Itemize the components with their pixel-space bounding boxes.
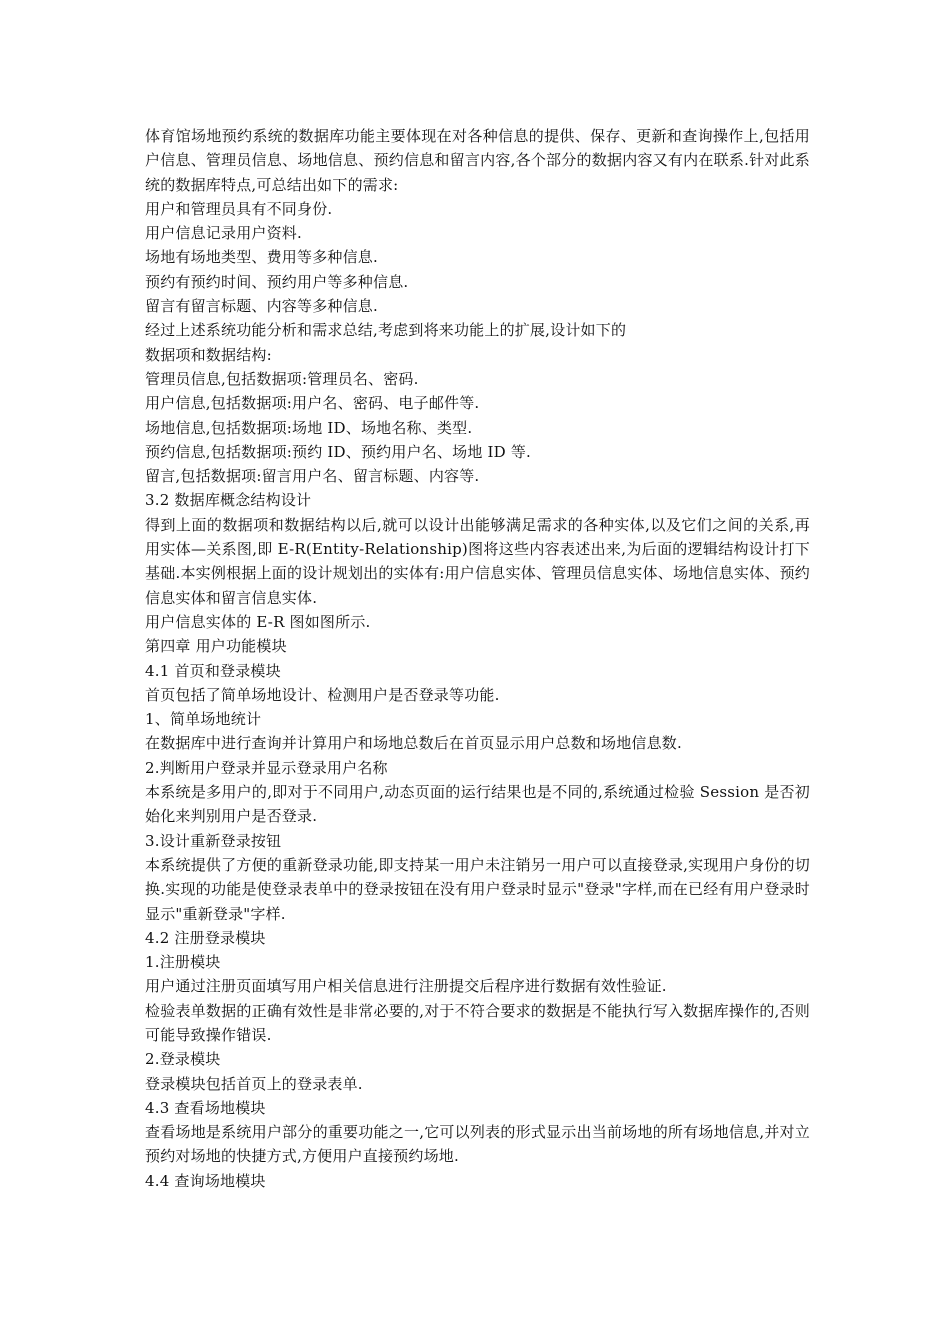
paragraph-venue-statistics: 在数据库中进行查询并计算用户和场地总数后在首页显示用户总数和场地信息数. bbox=[145, 734, 682, 753]
paragraph-admin-info: 管理员信息,包括数据项:管理员名、密码. bbox=[145, 369, 419, 388]
subheading-venue-statistics: 1、简单场地统计 bbox=[145, 710, 262, 729]
section-heading-4-1: 4.1 首页和登录模块 bbox=[145, 661, 281, 680]
paragraph-login-module: 登录模块包括首页上的登录表单. bbox=[145, 1074, 363, 1093]
paragraph-analysis-summary: 经过上述系统功能分析和需求总结,考虑到将来功能上的扩展,设计如下的 bbox=[145, 321, 627, 340]
paragraph-venue-info: 场地信息,包括数据项:场地 ID、场地名称、类型. bbox=[145, 418, 473, 437]
section-heading-4-2: 4.2 注册登录模块 bbox=[145, 928, 266, 947]
paragraph-booking-info: 预约信息,包括数据项:预约 ID、预约用户名、场地 ID 等. bbox=[145, 442, 531, 461]
paragraph-view-venues: 查看场地是系统用户部分的重要功能之一,它可以列表的形式显示出当前场地的所有场地信息,并对立预约对场地的快捷方式,方便用户直接预约场地. bbox=[145, 1123, 810, 1166]
paragraph-er-figure-note: 用户信息实体的 E-R 图如图所示. bbox=[145, 612, 371, 631]
paragraph-data-structures-heading: 数据项和数据结构: bbox=[145, 345, 272, 364]
paragraph-requirement-booking: 预约有预约时间、预约用户等多种信息. bbox=[145, 272, 409, 291]
paragraph-register-module: 用户通过注册页面填写用户相关信息进行注册提交后程序进行数据有效性验证. bbox=[145, 977, 667, 996]
paragraph-form-validation: 检验表单数据的正确有效性是非常必要的,对于不符合要求的数据是不能执行写入数据库操作的,否则可能导致操作错误. bbox=[145, 1001, 810, 1044]
subheading-relogin-button: 3.设计重新登录按钮 bbox=[145, 831, 282, 850]
section-heading-3-2: 3.2 数据库概念结构设计 bbox=[145, 491, 312, 510]
subheading-login-check: 2.判断用户登录并显示登录用户名称 bbox=[145, 758, 388, 777]
paragraph-requirement-user-info: 用户信息记录用户资料. bbox=[145, 224, 302, 243]
subheading-login-module: 2.登录模块 bbox=[145, 1050, 221, 1069]
paragraph-er-design: 得到上面的数据项和数据结构以后,就可以设计出能够满足需求的各种实体,以及它们之间的关系,再用实体—关系图,即 E-R(Entity-Relationship)图将这些内容表述出来,为后面的逻辑结构设计打下基础.本实例根据上面的设计规划出的实体有:用户信息实体、管理员信息实体、场地信息实体、预约信息实体和留言信息实体. bbox=[145, 515, 810, 607]
section-heading-4-3: 4.3 查看场地模块 bbox=[145, 1098, 266, 1117]
paragraph-intro: 体育馆场地预约系统的数据库功能主要体现在对各种信息的提供、保存、更新和查询操作上,包括用户信息、管理员信息、场地信息、预约信息和留言内容,各个部分的数据内容又有内在联系.针对此系统的数据库特点,可总结出如下的需求: bbox=[145, 127, 810, 194]
paragraph-relogin-button: 本系统提供了方便的重新登录功能,即支持某一用户未注销另一用户可以直接登录,实现用户身份的切换.实现的功能是使登录表单中的登录按钮在没有用户登录时显示"登录"字样,而在已经有用户登录时显示"重新登录"字样. bbox=[145, 855, 810, 923]
paragraph-message-info: 留言,包括数据项:留言用户名、留言标题、内容等. bbox=[145, 467, 480, 486]
section-heading-4-4: 4.4 查询场地模块 bbox=[145, 1171, 266, 1190]
paragraph-requirement-roles: 用户和管理员具有不同身份. bbox=[145, 199, 333, 218]
chapter-heading-4: 第四章 用户功能模块 bbox=[145, 637, 287, 656]
paragraph-login-check: 本系统是多用户的,即对于不同用户,动态页面的运行结果也是不同的,系统通过检验 Session 是否初始化来判别用户是否登录. bbox=[145, 783, 810, 826]
paragraph-homepage-features: 首页包括了简单场地设计、检测用户是否登录等功能. bbox=[145, 685, 500, 704]
paragraph-requirement-message: 留言有留言标题、内容等多种信息. bbox=[145, 297, 378, 316]
document-body bbox=[145, 124, 810, 1193]
paragraph-user-info: 用户信息,包括数据项:用户名、密码、电子邮件等. bbox=[145, 394, 480, 413]
subheading-register-module: 1.注册模块 bbox=[145, 953, 221, 972]
paragraph-requirement-venue: 场地有场地类型、费用等多种信息. bbox=[145, 248, 378, 267]
